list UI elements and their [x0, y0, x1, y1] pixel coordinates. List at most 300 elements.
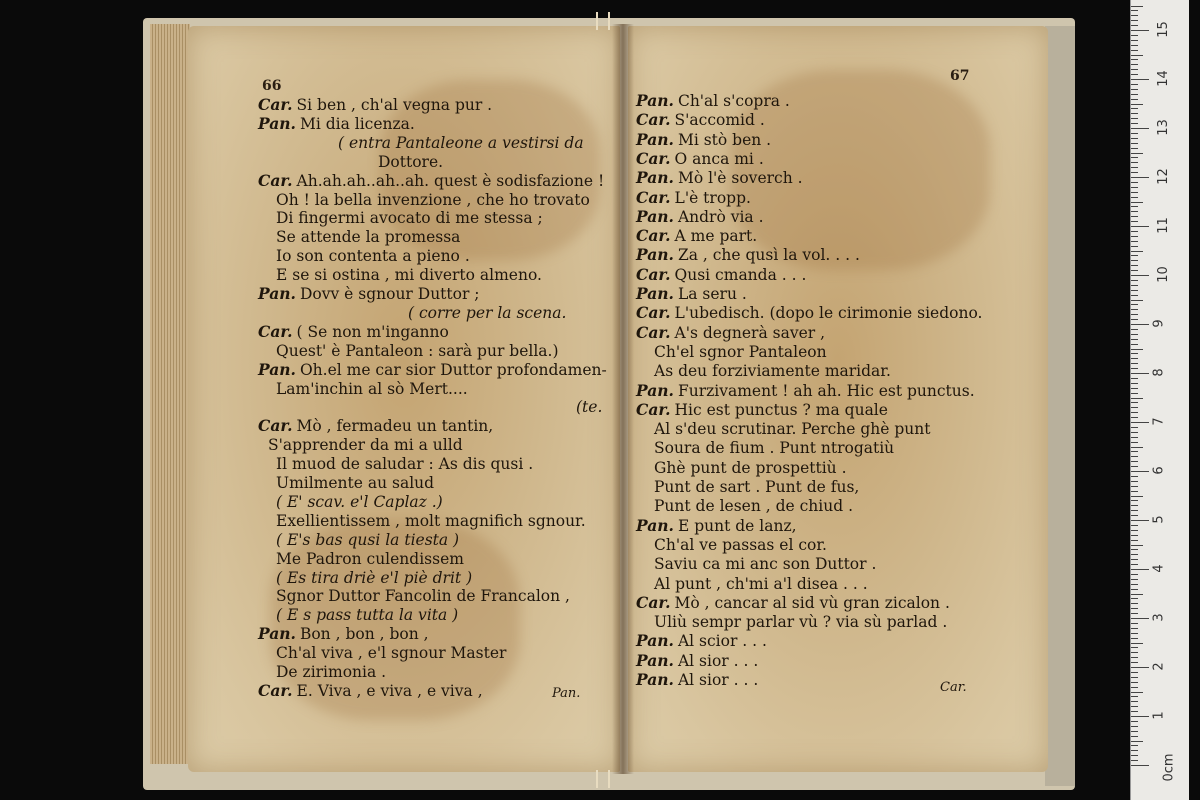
speaker-label: Car. [258, 416, 293, 436]
ruler-tick [1131, 255, 1138, 256]
speaker-label: Car. [636, 110, 671, 130]
measurement-ruler [1130, 0, 1189, 800]
line-text: L'ubedisch. (dopo le cirimonie siedono. [674, 304, 983, 323]
ruler-tick [1131, 476, 1138, 477]
ruler-tick [1131, 554, 1138, 555]
ruler-tick [1131, 113, 1138, 114]
line-text: L'è tropp. [674, 188, 751, 207]
line-text: A's degnerà saver , [674, 323, 826, 342]
text-line [276, 512, 586, 530]
ruler-tick [1131, 417, 1138, 418]
ruler-tick [1131, 108, 1138, 109]
page-edges [150, 24, 190, 764]
ruler-tick [1131, 451, 1138, 452]
ruler-tick [1131, 148, 1138, 149]
ruler-number: 8 [1151, 368, 1167, 377]
text-line [258, 323, 449, 341]
text-line [258, 285, 480, 303]
text-line [654, 478, 859, 496]
text-line [636, 266, 806, 284]
ruler-tick [1131, 167, 1138, 168]
ruler-tick [1131, 6, 1143, 7]
speaker-label: Pan. [258, 284, 296, 303]
ruler-number: 5 [1151, 515, 1167, 524]
ruler-tick [1131, 736, 1138, 737]
text-line [636, 92, 790, 110]
ruler-tick [1131, 682, 1138, 683]
text-line [654, 459, 847, 477]
book-gutter [612, 24, 634, 774]
ruler-tick [1131, 260, 1138, 261]
text-line [654, 420, 931, 438]
line-text: A me part. [674, 227, 758, 246]
line-text: Dottore. [378, 152, 444, 171]
text-line [258, 361, 607, 379]
speaker-label: Pan. [636, 380, 674, 400]
text-line [654, 439, 894, 457]
ruler-tick [1131, 251, 1143, 252]
line-text: Al punt , ch'mi a'l disea . . . [654, 574, 868, 593]
ruler-tick [1131, 35, 1138, 36]
ruler-tick [1131, 339, 1138, 340]
ruler-tick [1131, 500, 1138, 501]
line-text: Lam'inchin al sò Mert.... [276, 379, 468, 398]
ruler-tick [1131, 236, 1138, 237]
line-text: Al sior . . . [677, 651, 759, 670]
ruler-tick [1131, 15, 1138, 16]
ruler-tick [1131, 84, 1138, 85]
ruler-tick [1131, 187, 1138, 188]
ruler-tick [1131, 628, 1138, 629]
line-text: ( corre per la scena. [408, 303, 567, 322]
text-line [258, 417, 493, 435]
line-text: Ch'al viva , e'l sgnour Master [276, 644, 507, 663]
ruler-tick [1131, 515, 1138, 516]
ruler-tick [1131, 608, 1138, 609]
text-line [276, 247, 470, 265]
ruler-tick [1131, 535, 1138, 536]
ruler-tick [1131, 324, 1149, 325]
ruler-tick [1131, 456, 1138, 457]
ruler-tick [1131, 481, 1138, 482]
ruler-tick [1131, 437, 1138, 438]
text-line [654, 555, 876, 573]
ruler-tick [1131, 226, 1149, 227]
ruler-tick [1131, 280, 1138, 281]
ruler-tick [1131, 603, 1138, 604]
text-line [654, 497, 853, 515]
ruler-tick [1131, 711, 1138, 712]
text-line [636, 304, 982, 322]
text-line [338, 134, 584, 152]
text-line [636, 382, 975, 400]
line-text: Se attende la promessa [276, 228, 461, 247]
line-text: Al s'deu scrutinar. Perche ghè punt [654, 420, 931, 439]
text-line [636, 150, 764, 168]
ruler-tick [1131, 589, 1138, 590]
line-text: Ch'el sgnor Pantaleon [654, 342, 827, 361]
text-line [654, 343, 827, 361]
ruler-tick [1131, 559, 1138, 560]
ruler-tick [1131, 94, 1138, 95]
line-text: Al scior . . . [677, 632, 767, 651]
line-text: Furzivament ! ah ah. Hic est punctus. [677, 381, 975, 400]
line-text: E. Viva , e viva , e viva , [296, 681, 483, 700]
line-text: Oh ! la bella invenzione , che ho trovato [276, 190, 590, 209]
ruler-tick [1131, 290, 1138, 291]
ruler-tick [1131, 491, 1138, 492]
speaker-label: Car. [258, 680, 293, 700]
ruler-tick [1131, 378, 1138, 379]
text-line [276, 266, 542, 284]
line-text: ( E's bas qusi la tiesta ) [276, 530, 460, 549]
ruler-tick [1131, 471, 1149, 472]
catchword-right: Car. [940, 680, 967, 695]
ruler-tick [1131, 153, 1143, 154]
text-line [636, 189, 751, 207]
text-line [636, 131, 771, 149]
line-text: Saviu ca mi anc son Duttor . [654, 555, 877, 574]
ruler-tick [1131, 549, 1138, 550]
text-line [636, 632, 767, 650]
ruler-tick [1131, 295, 1138, 296]
text-line [654, 575, 868, 593]
ruler-tick [1131, 304, 1138, 305]
line-text: Exellientissem , molt magnifich sgnour. [276, 511, 586, 530]
ruler-tick [1131, 584, 1138, 585]
text-line [258, 115, 415, 133]
line-text: Qusi cmanda . . . [674, 265, 807, 284]
speaker-label: Car. [258, 321, 293, 341]
ruler-tick [1131, 750, 1138, 751]
line-text: De zirimonia . [276, 663, 387, 681]
ruler-tick [1131, 613, 1138, 614]
speaker-label: Pan. [258, 113, 296, 133]
ruler-tick [1131, 726, 1138, 727]
text-line [654, 613, 947, 631]
line-text: Ghè punt de prospettiù . [654, 458, 847, 477]
text-line [258, 96, 492, 114]
text-line [258, 172, 604, 190]
ruler-number: 12 [1155, 168, 1171, 185]
cover-edge-right [1045, 26, 1075, 786]
speaker-label: Pan. [636, 91, 674, 110]
ruler-tick [1131, 505, 1138, 506]
ruler-tick [1131, 598, 1138, 599]
ruler-tick [1131, 741, 1143, 742]
ruler-tick [1131, 197, 1138, 198]
line-text: Sgnor Duttor Fancolin de Francalon , [276, 587, 570, 606]
text-line [276, 474, 434, 492]
line-text: Punt de sart . Punt de fus, [654, 478, 860, 496]
ruler-tick [1131, 525, 1138, 526]
text-line [276, 531, 459, 549]
ruler-tick [1131, 716, 1149, 717]
ruler-tick [1131, 162, 1138, 163]
ruler-tick [1131, 202, 1143, 203]
ruler-number: 14 [1155, 70, 1171, 87]
ruler-tick [1131, 358, 1138, 359]
text-line [636, 246, 860, 264]
ruler-tick [1131, 701, 1138, 702]
line-text: S'accomid . [674, 111, 765, 130]
speaker-label: Pan. [636, 515, 674, 535]
line-text: Umilmente au salud [276, 474, 435, 492]
ruler-tick [1131, 319, 1138, 320]
ruler-tick [1131, 353, 1138, 354]
text-line [276, 191, 590, 209]
line-text: Al sior . . . [677, 671, 759, 689]
ruler-tick [1131, 623, 1138, 624]
speaker-label: Car. [258, 95, 293, 114]
page-number-right: 67 [950, 68, 970, 84]
text-line [276, 455, 533, 473]
speaker-label: Pan. [636, 206, 674, 226]
ruler-tick [1131, 344, 1138, 345]
text-line [636, 111, 765, 129]
ruler-tick [1131, 241, 1138, 242]
ruler-tick [1131, 496, 1143, 497]
ruler-tick [1131, 363, 1138, 364]
line-text: Dovv è sgnour Duttor ; [299, 285, 480, 303]
ruler-tick [1131, 687, 1138, 688]
ruler-tick [1131, 657, 1138, 658]
ruler-tick [1131, 59, 1138, 60]
ruler-tick [1131, 402, 1138, 403]
line-text: Io son contenta a pieno . [276, 247, 470, 266]
ruler-tick [1131, 667, 1149, 668]
text-line [408, 304, 566, 322]
ruler-tick [1131, 447, 1143, 448]
ruler-tick [1131, 706, 1138, 707]
ruler-tick [1131, 349, 1143, 350]
ruler-tick [1131, 594, 1143, 595]
line-text: As deu forziviamente maridar. [654, 362, 891, 381]
ruler-tick [1131, 510, 1138, 511]
ruler-tick [1131, 520, 1149, 521]
ruler-tick [1131, 246, 1138, 247]
ruler-tick [1131, 206, 1138, 207]
text-line [276, 342, 559, 360]
text-line [268, 436, 463, 454]
text-line [276, 493, 443, 511]
line-text: O anca mi . [674, 149, 764, 168]
ruler-tick [1131, 545, 1143, 546]
ruler-tick [1131, 143, 1138, 144]
text-line [276, 644, 506, 662]
ruler-tick [1131, 275, 1149, 276]
speaker-label: Pan. [636, 650, 674, 670]
line-text: Hic est punctus ? ma quale [674, 400, 888, 419]
ruler-tick [1131, 182, 1138, 183]
text-line [654, 362, 891, 380]
ruler-tick [1131, 30, 1149, 31]
ruler-tick [1131, 69, 1138, 70]
line-text: E se si ostina , mi diverto almeno. [276, 266, 542, 285]
ruler-tick [1131, 211, 1138, 212]
ruler-tick [1131, 79, 1149, 80]
ruler-unit-label: 0cm [1161, 753, 1177, 782]
ruler-tick [1131, 20, 1138, 21]
speaker-label: Pan. [636, 129, 674, 149]
speaker-label: Car. [636, 264, 671, 284]
ruler-tick [1131, 574, 1138, 575]
speaker-label: Car. [636, 226, 671, 246]
speaker-label: Pan. [636, 631, 674, 651]
text-line [276, 209, 543, 227]
ruler-tick [1131, 265, 1138, 266]
ruler-tick [1131, 383, 1138, 384]
text-line [276, 550, 464, 568]
line-text: Quest' è Pantaleon : sarà pur bella.) [276, 341, 559, 360]
ruler-tick [1131, 270, 1138, 271]
speaker-label: Car. [636, 148, 671, 168]
ruler-tick [1131, 388, 1138, 389]
ruler-tick [1131, 461, 1138, 462]
ruler-number: 2 [1151, 662, 1167, 671]
ruler-tick [1131, 329, 1138, 330]
ruler-tick [1131, 64, 1138, 65]
ruler-number: 6 [1151, 466, 1167, 475]
speaker-label: Car. [636, 303, 671, 323]
speaker-label: Car. [636, 592, 671, 612]
ruler-tick [1131, 10, 1138, 11]
ruler-number: 3 [1151, 613, 1167, 622]
line-text: Ch'al s'copra . [677, 92, 790, 110]
speaker-label: Car. [636, 399, 671, 419]
ruler-tick [1131, 25, 1138, 26]
ruler-tick [1131, 731, 1138, 732]
ruler-tick [1131, 216, 1138, 217]
line-text: Punt de lesen , de chiud . [654, 497, 853, 516]
ruler-tick [1131, 540, 1138, 541]
speaker-label: Pan. [258, 359, 296, 379]
ruler-number: 7 [1151, 417, 1167, 426]
speaker-label: Car. [258, 170, 293, 190]
ruler-tick [1131, 432, 1138, 433]
text-line [276, 606, 458, 624]
ruler-tick [1131, 172, 1138, 173]
ruler-tick [1131, 422, 1149, 423]
ruler-tick [1131, 745, 1138, 746]
line-text: Za , che qusì la vol. . . . [677, 246, 860, 265]
ruler-tick [1131, 55, 1143, 56]
page-number-left: 66 [262, 78, 282, 94]
line-text: La seru . [677, 285, 747, 303]
speaker-label: Car. [636, 187, 671, 207]
ruler-tick [1131, 696, 1138, 697]
ruler-tick [1131, 466, 1138, 467]
line-text: Mò , cancar al sid vù gran zicalon . [674, 593, 950, 612]
ruler-tick [1131, 123, 1138, 124]
text-line [636, 594, 950, 612]
ruler-tick [1131, 138, 1138, 139]
ruler-tick [1131, 765, 1149, 766]
ruler-number: 9 [1151, 319, 1167, 328]
ruler-number: 1 [1151, 711, 1167, 720]
ruler-tick [1131, 633, 1138, 634]
ruler-tick [1131, 285, 1138, 286]
ruler-tick [1131, 118, 1138, 119]
ruler-number: 15 [1155, 21, 1171, 38]
speaker-label: Car. [636, 322, 671, 342]
line-text: Mi dia licenza. [299, 114, 415, 133]
text-line [636, 671, 758, 689]
ruler-tick [1131, 530, 1138, 531]
ruler-tick [1131, 412, 1138, 413]
text-line [276, 380, 468, 398]
text-line [636, 208, 764, 226]
ruler-tick [1131, 74, 1138, 75]
ruler-tick [1131, 643, 1143, 644]
ruler-tick [1131, 334, 1138, 335]
ruler-tick [1131, 662, 1138, 663]
text-line [636, 227, 757, 245]
speaker-label: Pan. [636, 670, 674, 689]
line-text: Uliù sempr parlar vù ? via sù parlad . [654, 613, 948, 632]
line-text: Me Padron culendissem [276, 549, 464, 568]
ruler-tick [1131, 40, 1138, 41]
ruler-tick [1131, 177, 1149, 178]
text-line [276, 569, 472, 587]
ruler-tick [1131, 221, 1138, 222]
ruler-tick [1131, 760, 1138, 761]
ruler-tick [1131, 442, 1138, 443]
speaker-label: Pan. [258, 624, 296, 644]
ruler-tick [1131, 89, 1138, 90]
text-line [258, 682, 483, 700]
text-line [636, 401, 888, 419]
ruler-tick [1131, 486, 1138, 487]
ruler-tick [1131, 677, 1138, 678]
ruler-tick [1131, 427, 1138, 428]
text-line [636, 517, 797, 535]
ruler-tick [1131, 692, 1143, 693]
ruler-tick [1131, 647, 1138, 648]
line-text: Ah.ah.ah..ah..ah. quest è sodisfazione ! [296, 171, 605, 190]
line-text: ( E s pass tutta la vita ) [276, 606, 459, 625]
line-text: S'apprender da mi a ulld [268, 436, 463, 455]
ruler-tick [1131, 104, 1143, 105]
ruler-tick [1131, 133, 1138, 134]
ruler-number: 4 [1151, 564, 1167, 573]
text-line [636, 169, 803, 187]
ruler-tick [1131, 309, 1138, 310]
speaker-label: Pan. [636, 168, 674, 188]
ruler-tick [1131, 398, 1143, 399]
text-line [258, 625, 429, 643]
line-text: Mò l'è soverch . [677, 169, 803, 188]
text-line [276, 228, 460, 246]
ruler-tick [1131, 407, 1138, 408]
ruler-tick [1131, 192, 1138, 193]
ruler-tick [1131, 50, 1138, 51]
ruler-tick [1131, 618, 1149, 619]
line-text: Mò , fermadeu un tantin, [296, 417, 494, 436]
ruler-number: 11 [1155, 217, 1171, 234]
text-line [378, 153, 443, 171]
speaker-label: Pan. [636, 284, 674, 303]
line-text: Ch'al ve passas el cor. [654, 535, 827, 554]
ruler-number: 10 [1155, 266, 1171, 283]
ruler-tick [1131, 373, 1149, 374]
text-line [576, 398, 602, 416]
text-line [654, 536, 827, 554]
text-line [636, 324, 825, 342]
ruler-tick [1131, 393, 1138, 394]
line-text: (te. [576, 398, 603, 417]
line-text: E punt de lanz, [677, 516, 797, 535]
